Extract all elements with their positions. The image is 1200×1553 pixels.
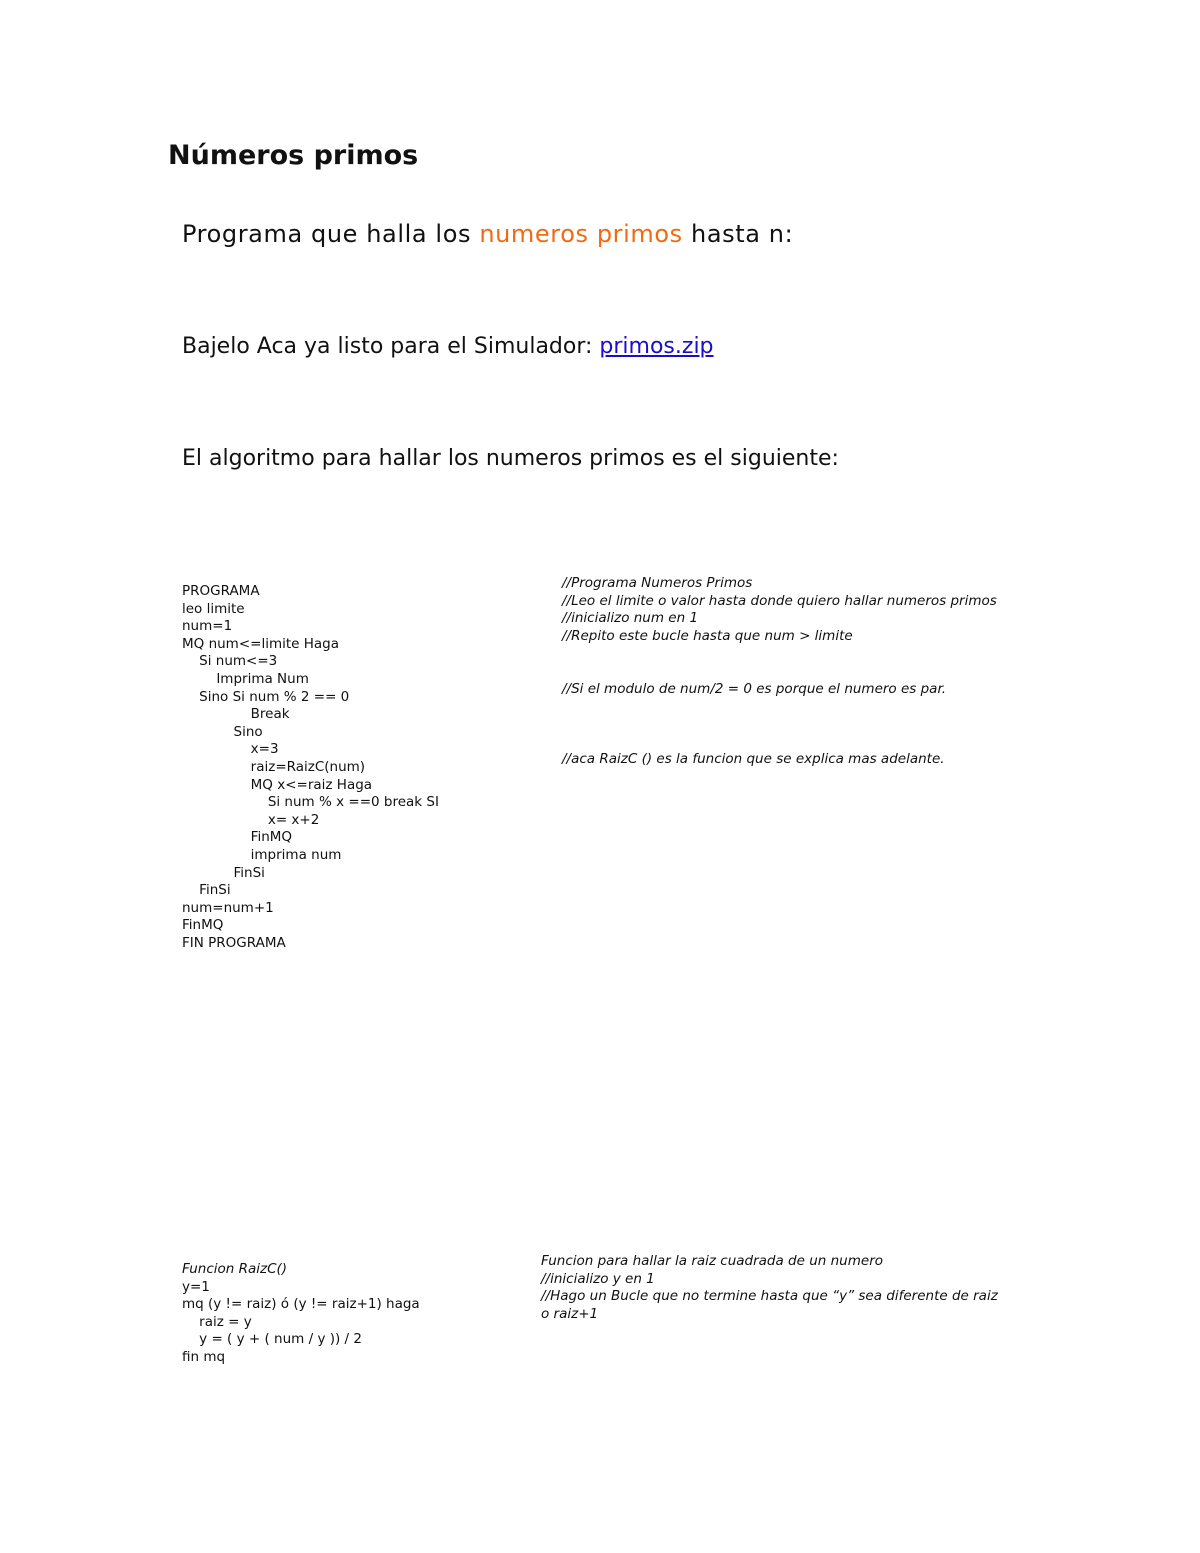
comment-line: o raiz+1	[541, 1305, 599, 1322]
code-line: Imprima Num	[182, 670, 309, 687]
intro-text-before: Programa que halla los	[182, 220, 480, 248]
comment-line: //Leo el limite o valor hasta donde quiero hallar numeros primos	[562, 592, 997, 609]
code-line: Si num<=3	[182, 653, 278, 670]
code-line: num=num+1	[182, 899, 274, 916]
comment-line	[562, 698, 997, 716]
download-link[interactable]: primos.zip	[599, 334, 714, 359]
code-line: FinSi	[182, 864, 265, 881]
intro-text-after: hasta n:	[682, 220, 794, 248]
code-line: FIN PROGRAMA	[182, 934, 286, 951]
code-line: Si num % x ==0 break SI	[182, 794, 439, 811]
comment-line	[562, 733, 997, 751]
code-line: leo limite	[182, 600, 245, 617]
comment-line: //Si el modulo de num/2 = 0 es porque el numero es par.	[562, 680, 947, 697]
download-line	[182, 334, 714, 359]
intro-line	[182, 220, 793, 248]
code-line: raiz=RaizC(num)	[182, 758, 366, 775]
page-title: Números primos	[168, 140, 419, 171]
function-code-block	[182, 1261, 420, 1367]
comment-line	[562, 716, 997, 734]
intro-highlight: numeros primos	[479, 220, 683, 248]
code-line: y=1	[182, 1278, 210, 1295]
code-line: x=3	[182, 741, 279, 758]
code-line: y = ( y + ( num / y )) / 2	[182, 1331, 362, 1348]
comment-line: //inicializo num en 1	[562, 610, 699, 627]
comment-line	[562, 663, 997, 681]
code-line: MQ x<=raiz Haga	[182, 776, 373, 793]
comment-line: //aca RaizC () es la funcion que se explica mas adelante.	[562, 750, 945, 767]
function-comments-block	[541, 1253, 998, 1323]
code-line: FinMQ	[182, 829, 293, 846]
program-code-block	[182, 583, 439, 952]
comment-line: //inicializo y en 1	[541, 1270, 655, 1287]
comment-line: //Hago un Bucle que no termine hasta que “y” sea diferente de raiz	[541, 1288, 998, 1305]
code-line: FinMQ	[182, 917, 224, 934]
code-line: raiz = y	[182, 1313, 252, 1330]
code-line: Funcion RaizC()	[182, 1261, 288, 1277]
comment-line: //Programa Numeros Primos	[562, 575, 753, 591]
code-line: imprima num	[182, 846, 342, 863]
code-line: num=1	[182, 618, 233, 635]
code-line: FinSi	[182, 882, 231, 899]
code-line: Break	[182, 706, 290, 723]
program-comments-block	[562, 575, 997, 769]
code-line: Sino Si num % 2 == 0	[182, 688, 350, 705]
code-line: mq (y != raiz) ó (y != raiz+1) haga	[182, 1296, 420, 1313]
comment-line: //Repito este bucle hasta que num > limite	[562, 627, 853, 644]
code-line: PROGRAMA	[182, 583, 260, 599]
code-line: fin mq	[182, 1348, 226, 1365]
comment-line	[562, 645, 997, 663]
code-line: MQ num<=limite Haga	[182, 635, 340, 652]
comment-line: Funcion para hallar la raiz cuadrada de un numero	[541, 1253, 884, 1269]
algorithm-intro: El algoritmo para hallar los numeros primos es el siguiente:	[182, 446, 839, 471]
code-line: Sino	[182, 723, 263, 740]
download-text: Bajelo Aca ya listo para el Simulador:	[182, 334, 600, 359]
code-line: x= x+2	[182, 811, 320, 828]
